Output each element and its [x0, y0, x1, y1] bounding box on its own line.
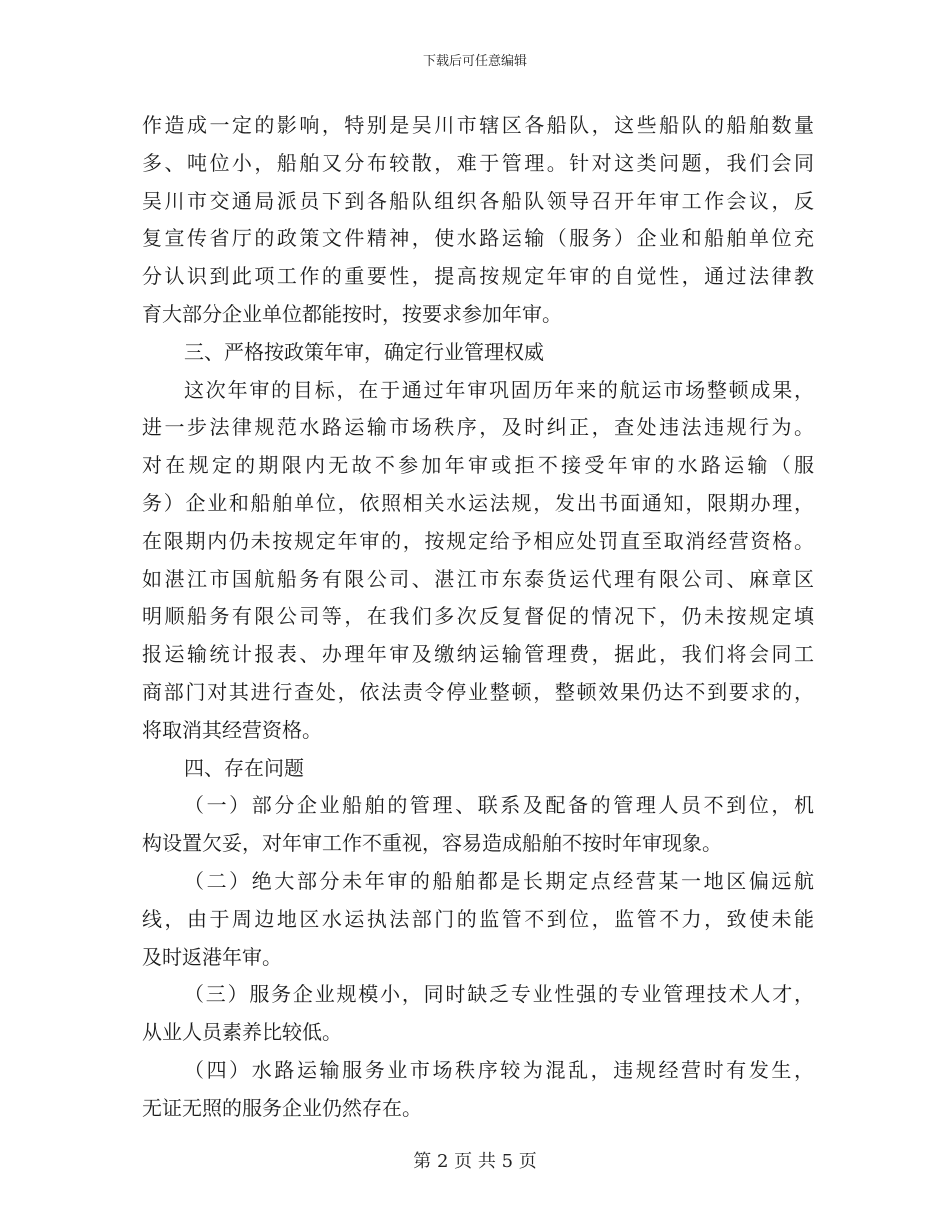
text-line: 这次年审的目标，在于通过年审巩固历年来的航运市场整顿成果，: [184, 377, 814, 402]
text-line: 无证无照的服务企业仍然存在。: [142, 1095, 422, 1120]
text-line: 明顺船务有限公司等，在我们多次反复督促的情况下，仍未按规定填: [142, 604, 814, 629]
text-line: 对在规定的期限内无故不参加年审或拒不接受年审的水路运输（服: [142, 453, 814, 478]
text-line: 复宣传省厅的政策文件精神，使水路运输（服务）企业和船舶单位充: [142, 226, 814, 251]
text-line: 在限期内仍未按规定年审的，按规定给予相应处罚直至取消经营资格。: [142, 528, 814, 553]
text-line: 育大部分企业单位都能按时，按要求参加年审。: [142, 301, 562, 326]
text-line: 构设置欠妥，对年审工作不重视，容易造成船舶不按时年审现象。: [142, 831, 722, 856]
text-line: 进一步法律规范水路运输市场秩序，及时纠正，查处违法违规行为。: [142, 415, 814, 440]
text-line: 如湛江市国航船务有限公司、湛江市东泰货运代理有限公司、麻章区: [142, 566, 814, 591]
section-heading: 三、严格按政策年审，确定行业管理权威: [184, 339, 544, 364]
text-line: （一）部分企业船舶的管理、联系及配备的管理人员不到位，机: [184, 793, 814, 818]
page-number: 第 2 页 共 5 页: [413, 1151, 537, 1172]
text-line: 商部门对其进行查处，依法责令停业整顿，整顿效果仍达不到要求的，: [142, 679, 814, 704]
text-line: （二）绝大部分未年审的船舶都是长期定点经营某一地区偏远航: [184, 868, 814, 893]
text-line: 将取消其经营资格。: [142, 717, 322, 742]
text-line: 从业人员素养比较低。: [142, 1020, 342, 1045]
text-line: 线，由于周边地区水运执法部门的监管不到位，监管不力，致使未能: [142, 906, 814, 931]
page-header: 下载后可任意编辑: [422, 54, 527, 69]
text-line: 务）企业和船舶单位，依照相关水运法规，发出书面通知，限期办理，: [142, 490, 814, 515]
text-line: 报运输统计报表、办理年审及缴纳运输管理费，据此，我们将会同工: [142, 642, 814, 667]
section-heading: 四、存在问题: [184, 755, 304, 780]
text-line: 分认识到此项工作的重要性，提高按规定年审的自觉性，通过法律教: [142, 264, 814, 289]
text-line: 作造成一定的影响，特别是吴川市辖区各船队，这些船队的船舶数量: [142, 113, 814, 137]
document-body: [142, 107, 814, 1128]
text-line: 多、吨位小，船舶又分布较散，难于管理。针对这类问题，我们会同: [142, 150, 814, 175]
text-line: 吴川市交通局派员下到各船队组织各船队领导召开年审工作会议，反: [142, 188, 814, 213]
text-line: （四）水路运输服务业市场秩序较为混乱，违规经营时有发生，: [184, 1057, 814, 1082]
text-line: （三）服务企业规模小，同时缺乏专业性强的专业管理技术人才，: [184, 982, 814, 1007]
text-line: 及时返港年审。: [142, 944, 282, 969]
